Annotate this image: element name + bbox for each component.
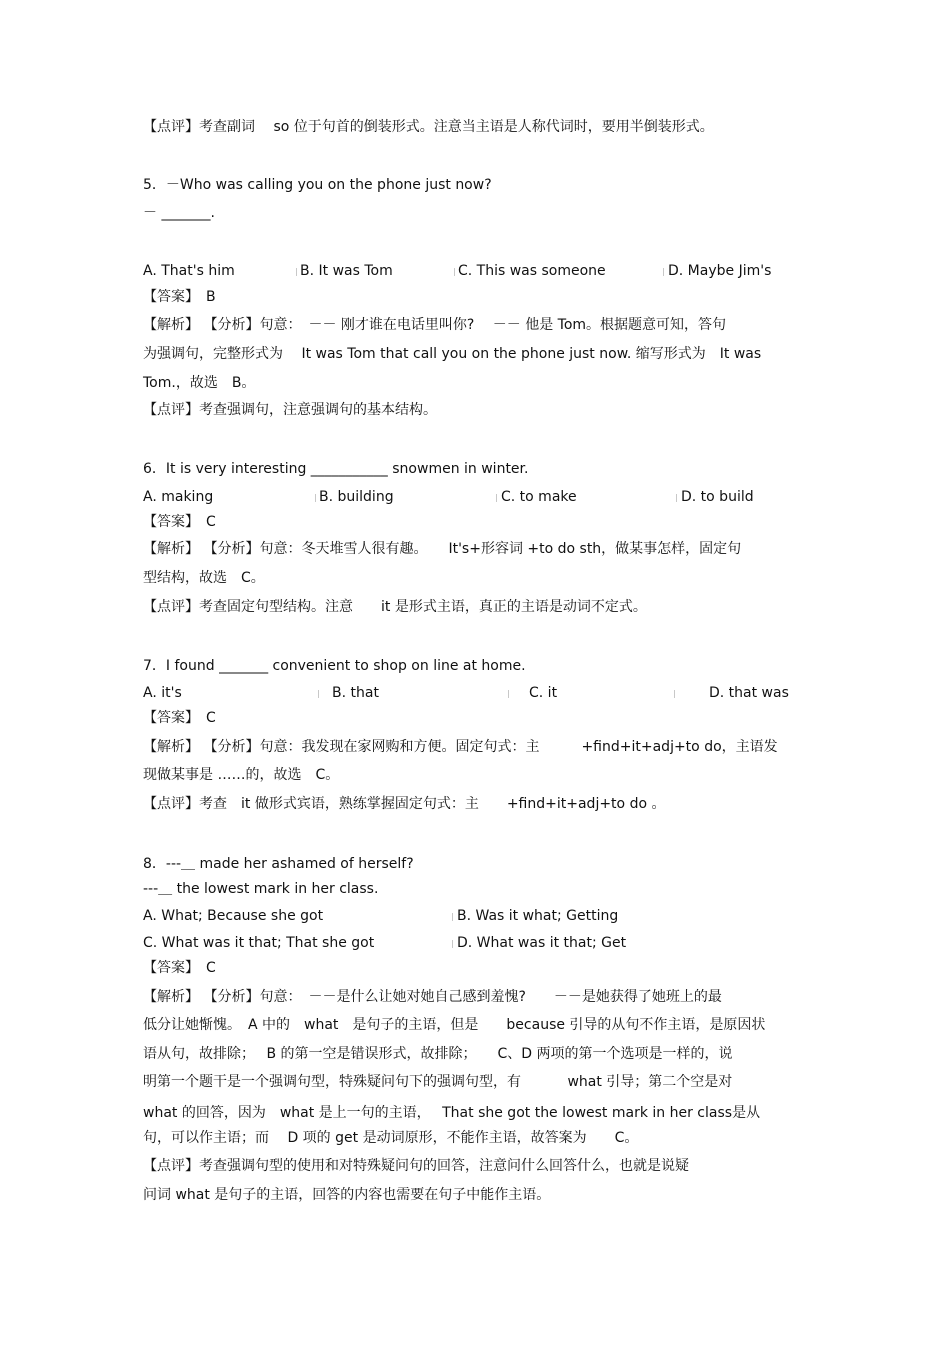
q8-analysis-line: 明第一个题干是一个强调句型，特殊疑问句下的强调句型，有 what 引导；第二个空是对 bbox=[143, 1074, 733, 1090]
option-separator bbox=[663, 268, 664, 276]
option-separator bbox=[676, 494, 677, 502]
q7-analysis-line: 【解析】 【分析】句意：我发现在家网购和方便。固定句式：主 +find+it+adj+to do，主语发 bbox=[143, 739, 778, 755]
q5-comment: 【点评】考查强调句，注意强调句的基本结构。 bbox=[143, 402, 437, 418]
q8-analysis-line: 【解析】 【分析】句意： －－是什么让她对她自己感到羞愧? －－是她获得了她班上的最 bbox=[143, 989, 722, 1005]
q8-comment: 【点评】考查强调句型的使用和对特殊疑问句的回答，注意问什么回答什么，也就是说疑 bbox=[143, 1158, 689, 1174]
option-separator bbox=[508, 690, 509, 698]
q8-reply: ---＿ the lowest mark in her class. bbox=[143, 881, 379, 897]
option-separator bbox=[315, 494, 316, 502]
q7-stem: 7．I found _______ convenient to shop on line at home. bbox=[143, 658, 526, 674]
q5-option-d: D. Maybe Jim's bbox=[668, 263, 772, 279]
q6-analysis-line: 型结构，故选 C。 bbox=[143, 570, 265, 586]
q8-stem: 8．---＿ made her ashamed of herself? bbox=[143, 856, 414, 872]
option-separator bbox=[452, 940, 453, 948]
q6-analysis-line: 【解析】 【分析】句意：冬天堆雪人很有趣。 It's+形容词 +to do sth，做某事怎样，固定句 bbox=[143, 541, 742, 557]
option-separator bbox=[318, 690, 319, 698]
top-comment: 【点评】考查副词 so 位于句首的倒装形式。注意当主语是人称代词时，要用半倒装形式。 bbox=[143, 119, 714, 135]
q6-comment: 【点评】考查固定句型结构。注意 it 是形式主语，真正的主语是动词不定式。 bbox=[143, 599, 647, 615]
q8-answer: 【答案】 C bbox=[143, 960, 216, 976]
q8-option-c: C. What was it that; That she got bbox=[143, 935, 375, 951]
q5-answer: 【答案】 B bbox=[143, 289, 216, 305]
q6-stem: 6．It is very interesting ___________ snowmen in winter. bbox=[143, 461, 529, 477]
q8-comment: 问词 what 是句子的主语，回答的内容也需要在句子中能作主语。 bbox=[143, 1187, 551, 1203]
q7-option-a: A. it's bbox=[143, 685, 182, 701]
option-separator bbox=[674, 690, 675, 698]
q7-option-c: C. it bbox=[529, 685, 558, 701]
q7-answer: 【答案】 C bbox=[143, 710, 216, 726]
q5-option-b: B. It was Tom bbox=[300, 263, 393, 279]
q8-option-d: D. What was it that; Get bbox=[457, 935, 627, 951]
q6-option-d: D. to build bbox=[681, 489, 754, 505]
q7-option-b: B. that bbox=[332, 685, 379, 701]
q5-option-c: C. This was someone bbox=[458, 263, 606, 279]
q8-option-a: A. What; Because she got bbox=[143, 908, 324, 924]
q8-option-b: B. Was it what; Getting bbox=[457, 908, 619, 924]
option-separator bbox=[296, 268, 297, 276]
q8-analysis-line: 低分让她惭愧。 A 中的 what 是句子的主语，但是 because 引导的从句不作主语，是原因状 bbox=[143, 1017, 766, 1033]
q6-option-b: B. building bbox=[319, 489, 394, 505]
option-separator bbox=[452, 913, 453, 921]
q8-analysis-line: 语从句，故排除； B 的第一空是错误形式，故排除； C、D 两项的第一个选项是一样的，说 bbox=[143, 1046, 733, 1062]
q7-analysis-line: 现做某事是 ……的，故选 C。 bbox=[143, 767, 340, 783]
q5-blank: － _______. bbox=[143, 205, 215, 221]
q6-option-c: C. to make bbox=[501, 489, 577, 505]
q5-analysis-line: 【解析】 【分析】句意： －－ 刚才谁在电话里叫你? －－ 他是 Tom。根据题意可知，答句 bbox=[143, 317, 727, 333]
q5-option-a: A. That's him bbox=[143, 263, 235, 279]
q5-analysis-line: 为强调句，完整形式为 It was Tom that call you on the phone just now. 缩写形式为 It was bbox=[143, 346, 762, 362]
q8-analysis-line: what 的回答，因为 what 是上一句的主语， That she got the lowest mark in her class是从 bbox=[143, 1105, 761, 1121]
q8-analysis-line: 句，可以作主语；而 D 项的 get 是动词原形，不能作主语，故答案为 C。 bbox=[143, 1130, 639, 1146]
option-separator bbox=[496, 494, 497, 502]
q7-comment: 【点评】考查 it 做形式宾语，熟练掌握固定句式：主 +find+it+adj+to do 。 bbox=[143, 796, 666, 812]
option-separator bbox=[454, 268, 455, 276]
q5-stem: 5．－Who was calling you on the phone just now? bbox=[143, 177, 492, 193]
q5-analysis-line: Tom.，故选 B。 bbox=[143, 375, 256, 391]
q6-option-a: A. making bbox=[143, 489, 214, 505]
q7-option-d: D. that was bbox=[709, 685, 789, 701]
q6-answer: 【答案】 C bbox=[143, 514, 216, 530]
